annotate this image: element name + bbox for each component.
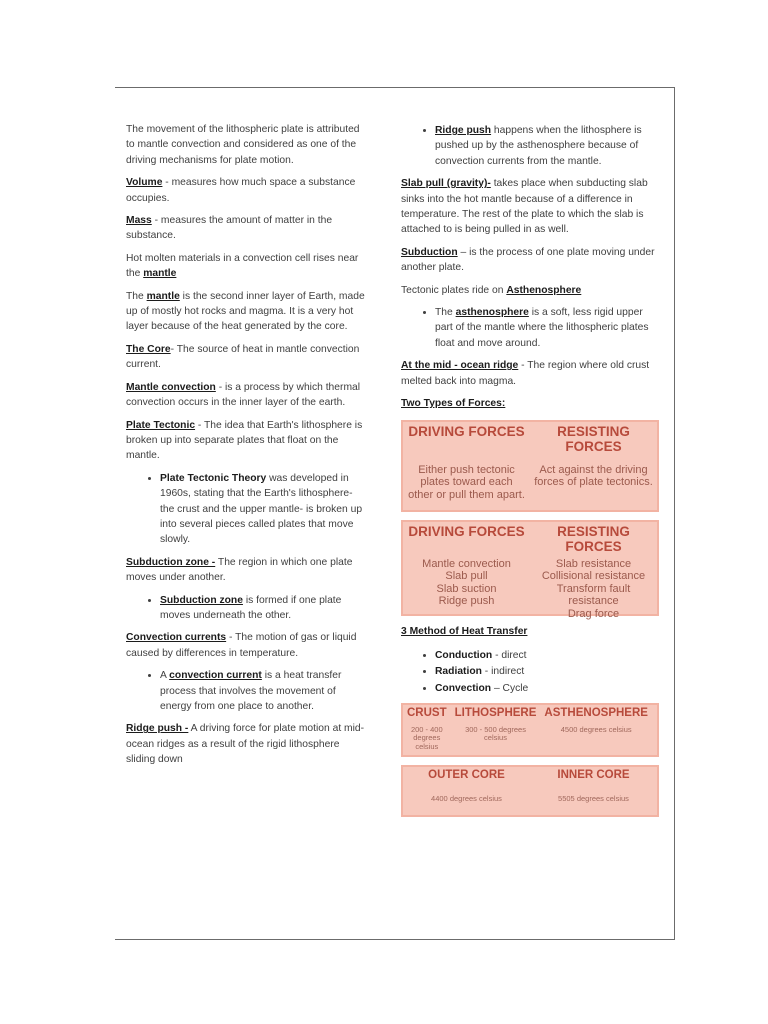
mass-term: Mass — [126, 215, 152, 227]
mantle-definition: The mantle is the second inner layer of Earth, made up of mostly hot rocks and magma. It is a very hot layer because of the heat generated by the core. — [126, 290, 365, 333]
list-item: Slab pull — [445, 570, 488, 582]
volume-term: Volume — [126, 177, 163, 189]
inner-core-temperature: 5505 degrees celsius — [558, 794, 629, 804]
ridge-push-term-2: Ridge push — [435, 125, 492, 136]
left-column — [126, 122, 366, 775]
right-column — [401, 123, 659, 825]
intro-paragraph: The movement of the lithospheric plate is attributed to mantle convection and considered as one of the driving mechanisms for plate motion. — [126, 124, 360, 166]
core-term: The Core — [126, 343, 171, 355]
list-item: Slab resistance — [555, 557, 632, 570]
tectonic-plates-paragraph: Tectonic plates ride on Asthenosphere — [401, 284, 582, 296]
lithosphere-temperature: 300 - 500 degrees celsius — [465, 724, 526, 743]
list-item: • Plate Tectonic Theory was developed in 1960s, stating that the Earth's lithosphere-the crust and the upper mantle- is broken up into several pieces called plates that move slowly. — [160, 471, 366, 548]
ridge-push-list — [401, 123, 659, 169]
forces-examples-table — [401, 520, 659, 620]
list-item: • Ridge push happens when the lithosphere is pushed up by the asthenosphere because of convection currents from the mantle. — [435, 123, 659, 169]
asthenosphere-term-inline: Asthenosphere — [506, 284, 582, 296]
list-item: Slab suction — [436, 582, 497, 595]
mantle-convection-definition: Mantle convection - is a process by which thermal convection occurs in the inner layer of the earth. — [126, 381, 361, 409]
driving-forces-description: Either push tectonic plates toward each other or pull them apart. — [408, 463, 525, 501]
outer-core-temperature: 4400 degrees celsius — [431, 794, 502, 804]
mantle-convection-term: Mantle convection — [126, 381, 216, 393]
crust-temperature: 200 - 400 degrees celsius — [410, 724, 443, 751]
list-item: • Conduction - direct — [435, 647, 659, 663]
crust-header: CRUST — [407, 707, 447, 720]
core-definition: The Core- The source of heat in mantle convection current. — [126, 343, 360, 371]
mantle-term: mantle — [146, 290, 180, 302]
ridge-push-definition: Ridge push - A driving force for plate motion at mid-ocean ridges as a result of the rigid lithosphere sliding down — [126, 723, 365, 766]
plate-tectonic-theory-term: Plate Tectonic Theory — [160, 472, 267, 484]
driving-forces-header: DRIVING FORCES — [408, 423, 525, 439]
slab-pull-term: Slab pull (gravity)- — [401, 178, 491, 190]
mid-ocean-ridge-term: At the mid - ocean ridge — [401, 360, 519, 372]
list-item: Transform fault resistance — [556, 582, 631, 607]
asthenosphere-temperature: 4500 degrees celsius — [560, 724, 632, 734]
outer-core-header: OUTER CORE — [428, 769, 505, 782]
list-item: Collisional resistance — [541, 570, 646, 582]
heat-transfer-heading: 3 Method of Heat Transfer — [401, 625, 528, 637]
list-item: • A convection current is a heat transfer process that involves the movement of energy from one place to another. — [160, 668, 366, 714]
list-item: • The asthenosphere is a soft, less rigid upper part of the mantle where the lithospheric plates float and move around. — [435, 305, 659, 351]
resisting-forces-header: RESISTING FORCES — [557, 423, 630, 454]
plate-tectonic-definition: Plate Tectonic - The idea that Earth's lithosphere is broken up into separate plates that float on the mantle. — [126, 419, 363, 462]
resisting-forces-description: Act against the driving forces of plate tectonics. — [534, 463, 653, 489]
mid-ocean-ridge-definition: At the mid - ocean ridge - The region where old crust melted back into magma. — [401, 360, 650, 387]
list-item: • Subduction zone is formed if one plate moves underneath the other. — [160, 593, 366, 624]
resisting-forces-header-2: RESISTING FORCES — [557, 523, 630, 554]
list-item: Drag force — [567, 607, 620, 620]
list-item: • Convection – Cycle — [435, 680, 659, 696]
lithosphere-header: LITHOSPHERE — [454, 707, 537, 720]
forces-table — [401, 420, 659, 512]
convection-currents-definition: Convection currents - The motion of gas or liquid caused by differences in temperature. — [126, 632, 357, 659]
asthenosphere-term: asthenosphere — [455, 307, 529, 319]
driving-forces-header-2: DRIVING FORCES — [408, 523, 525, 539]
slab-pull-definition: Slab pull (gravity)- takes place when subducting slab sinks into the hot mantle because of a difference in temperature. The rest of the plate to which the slab is attached to is being pulled in as well. — [401, 178, 648, 236]
convection-current-term: convection current — [169, 670, 262, 682]
ridge-push-term: Ridge push - — [126, 723, 189, 735]
volume-definition: Volume - measures how much space a substance occupies. — [126, 177, 356, 204]
asthenosphere-header: ASTHENOSPHERE — [544, 707, 648, 720]
list-item: • Radiation - indirect — [435, 663, 659, 679]
subduction-zone-term: Subduction zone - — [126, 556, 216, 568]
subduction-definition: Subduction – is the process of one plate moving under another plate. — [401, 246, 655, 274]
convection-currents-term: Convection currents — [126, 632, 227, 644]
core-temperature-table — [401, 765, 659, 817]
document-page — [115, 87, 675, 940]
subduction-zone-definition: Subduction zone - The region in which one plate moves under another. — [126, 556, 353, 584]
plate-tectonic-term: Plate Tectonic — [126, 419, 196, 431]
asthenosphere-list — [401, 305, 659, 351]
list-item: Mantle convection — [422, 557, 511, 570]
layer-temperature-table — [401, 703, 659, 757]
resisting-forces-list — [530, 556, 657, 623]
convection-current-list — [126, 668, 366, 714]
forces-heading: Two Types of Forces: — [401, 398, 506, 410]
list-item: Ridge push — [438, 595, 495, 607]
subduction-zone-term-2: Subduction zone — [160, 594, 243, 606]
subduction-zone-list — [126, 593, 366, 624]
subduction-term: Subduction — [401, 246, 458, 258]
mantle-term-inline: mantle — [143, 268, 177, 280]
inner-core-header: INNER CORE — [557, 769, 630, 782]
mass-definition: Mass - measures the amount of matter in the substance. — [126, 215, 333, 242]
hot-molten-paragraph: Hot molten materials in a convection cell rises near the mantle — [126, 252, 359, 280]
heat-transfer-list — [401, 647, 659, 696]
driving-forces-list — [403, 556, 530, 623]
plate-tectonic-list — [126, 471, 366, 548]
